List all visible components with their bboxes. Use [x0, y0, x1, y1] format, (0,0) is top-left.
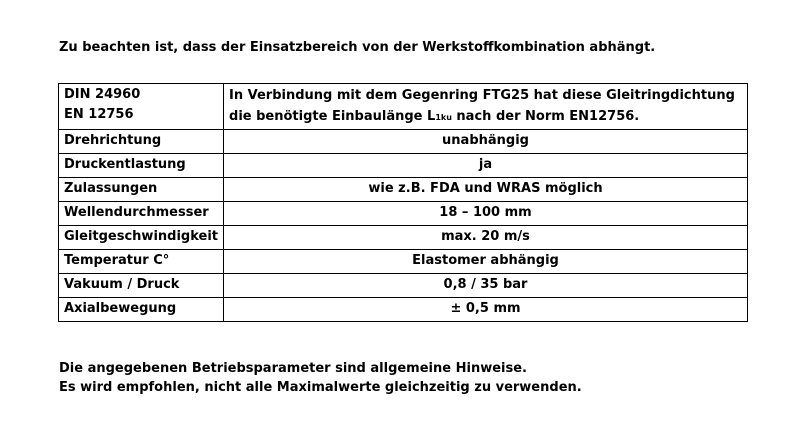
row-label: Axialbewegung: [59, 298, 224, 322]
row-value: Elastomer abhängig: [224, 250, 748, 274]
table-row: [59, 154, 748, 178]
standards-text-before: In Verbindung mit dem Gegenring FTG25 hat diese Gleitringdichtung die benötigte Einbaulänge L: [229, 88, 735, 124]
table-row: [59, 178, 748, 202]
row-label: Temperatur C°: [59, 250, 224, 274]
standards-label-cell: [59, 84, 224, 130]
spec-table: [58, 83, 748, 322]
row-label: Druckentlastung: [59, 154, 224, 178]
standard-din: DIN 24960: [64, 87, 141, 102]
table-row: [59, 130, 748, 154]
standards-description-cell: [224, 84, 748, 130]
intro-text: Zu beachten ist, dass der Einsatzbereich von der Werkstoffkombination abhängt.: [59, 40, 656, 55]
row-value: 18 – 100 mm: [224, 202, 748, 226]
row-value: 0,8 / 35 bar: [224, 274, 748, 298]
row-value: max. 20 m/s: [224, 226, 748, 250]
standards-text-after: nach der Norm EN12756.: [451, 109, 640, 124]
row-value: unabhängig: [224, 130, 748, 154]
row-label: Zulassungen: [59, 178, 224, 202]
row-value: ja: [224, 154, 748, 178]
table-row: [59, 202, 748, 226]
note-line-2: Es wird empfohlen, nicht alle Maximalwerte gleichzeitig zu verwenden.: [59, 380, 582, 395]
notes: [59, 359, 582, 397]
standard-en: EN 12756: [64, 107, 134, 122]
table-row: [59, 250, 748, 274]
row-label: Gleitgeschwindigkeit: [59, 226, 224, 250]
row-value: ± 0,5 mm: [224, 298, 748, 322]
table-row: [59, 298, 748, 322]
note-line-1: Die angegebenen Betriebsparameter sind allgemeine Hinweise.: [59, 361, 527, 376]
row-label: Wellendurchmesser: [59, 202, 224, 226]
table-row: [59, 226, 748, 250]
table-row-standards: [59, 84, 748, 130]
row-label: Vakuum / Druck: [59, 274, 224, 298]
row-label: Drehrichtung: [59, 130, 224, 154]
row-value: wie z.B. FDA und WRAS möglich: [224, 178, 748, 202]
standards-subscript: 1ku: [435, 113, 452, 122]
table-row: [59, 274, 748, 298]
